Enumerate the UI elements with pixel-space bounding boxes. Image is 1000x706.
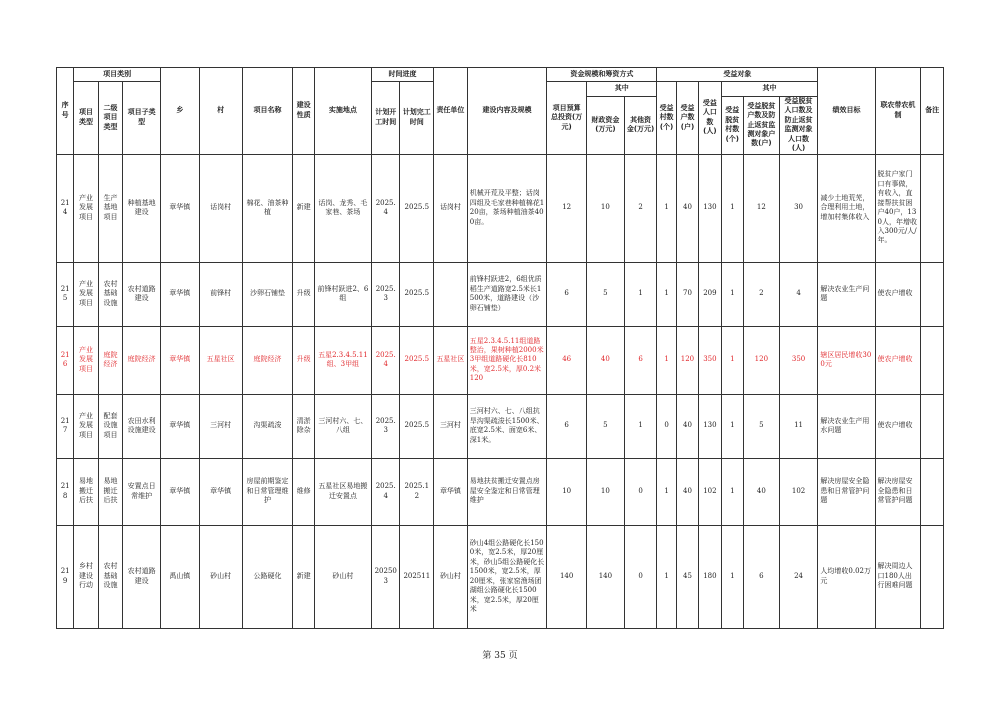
header-village: 村 (199, 68, 242, 155)
cell-nature: 升级 (293, 326, 314, 394)
table-row (57, 326, 944, 394)
header-unit: 责任单位 (434, 68, 468, 155)
cell-second: 庭院经济 (98, 326, 122, 394)
header-link: 联农带农机制 (875, 68, 921, 155)
cell-remark (921, 525, 944, 628)
cell-name: 棉花、油茶种植 (242, 154, 293, 262)
cell-type: 易地搬迁后扶 (74, 458, 98, 525)
header-beneficiary: 受益对象 (657, 68, 818, 82)
cell-nature: 新建 (293, 525, 314, 628)
cell-second: 生产基地项目 (98, 154, 122, 262)
cell-end: 2025.5 (400, 326, 434, 394)
header-sub-type: 项目子类型 (123, 82, 161, 155)
table-row (57, 154, 944, 262)
cell-content: 三河村六、七、八组抗旱沟渠疏浚长1500米、底宽2.5米、面宽6米、深1米。 (467, 394, 547, 458)
table-row (57, 394, 944, 458)
cell-ppp: 24 (779, 525, 818, 628)
header-goal: 绩效目标 (818, 68, 875, 155)
cell-name: 庭院经济 (242, 326, 293, 394)
cell-fiscal: 5 (587, 262, 625, 326)
cell-other: 1 (624, 394, 657, 458)
cell-vil: 1 (657, 154, 676, 262)
cell-link: 解决房屋安全隐患和日常管护问题 (875, 458, 921, 525)
cell-end: 2025.5 (400, 262, 434, 326)
cell-vil: 1 (657, 458, 676, 525)
header-among: 其中 (587, 82, 657, 97)
header-nature: 建设性质 (293, 68, 314, 155)
cell-fiscal: 10 (587, 154, 625, 262)
cell-hh: 40 (676, 458, 698, 525)
header-proj-type: 项目类型 (74, 82, 98, 155)
cell-end: 2025.12 (400, 458, 434, 525)
cell-hh: 120 (676, 326, 698, 394)
cell-pvil: 1 (721, 262, 743, 326)
cell-town: 禹山镇 (160, 525, 199, 628)
cell-fiscal: 40 (587, 326, 625, 394)
cell-content: 砂山4组公路硬化长1500米，宽2.5米，厚20厘米，砂山5组公路硬化长1500米，宽2.5米，厚20厘米，张家窑渔场团湖组公路硬化长1500米，宽2.5米，厚20厘米 (467, 525, 547, 628)
header-proj-cat: 项目类别 (74, 68, 161, 82)
cell-hh: 40 (676, 394, 698, 458)
cell-type: 产业发展项目 (74, 154, 98, 262)
cell-nature: 升级 (293, 262, 314, 326)
cell-pp: 350 (699, 326, 721, 394)
cell-link: 解决周边人口180人出行困难问题 (875, 525, 921, 628)
cell-start: 2025.4 (371, 326, 400, 394)
cell-start: 2025.3 (371, 394, 400, 458)
cell-ppp: 4 (779, 262, 818, 326)
cell-link: 使农户增收 (875, 326, 921, 394)
cell-unit: 话岗村 (434, 154, 468, 262)
cell-village: 章华镇 (199, 458, 242, 525)
cell-nature: 新建 (293, 154, 314, 262)
cell-type: 产业发展项目 (74, 262, 98, 326)
cell-start: 2025.4 (371, 458, 400, 525)
cell-second: 配套设施项目 (98, 394, 122, 458)
cell-hh: 40 (676, 154, 698, 262)
header-ben-villages: 受益村数(个) (657, 82, 676, 155)
cell-unit: 砂山村 (434, 525, 468, 628)
cell-town: 章华镇 (160, 154, 199, 262)
cell-village: 三河村 (199, 394, 242, 458)
cell-start: 2025.3 (371, 262, 400, 326)
cell-village: 五星社区 (199, 326, 242, 394)
cell-other: 0 (624, 458, 657, 525)
cell-seq: 218 (57, 458, 74, 525)
cell-budget: 6 (547, 262, 587, 326)
cell-pp: 102 (699, 458, 721, 525)
cell-budget: 6 (547, 394, 587, 458)
page-number: 第 35 页 (482, 651, 518, 661)
cell-location: 砂山村 (314, 525, 371, 628)
cell-budget: 12 (547, 154, 587, 262)
header-budget: 项目预算总投资(万元) (547, 82, 587, 155)
cell-pp: 130 (699, 154, 721, 262)
cell-hh: 70 (676, 262, 698, 326)
cell-pvil: 1 (721, 525, 743, 628)
header-remark: 备注 (921, 68, 944, 155)
cell-pvil: 1 (721, 394, 743, 458)
cell-location: 话岗、龙秀、毛家巷、茶场 (314, 154, 371, 262)
cell-goal: 人均增收0.02万元 (818, 525, 875, 628)
cell-other: 6 (624, 326, 657, 394)
cell-second: 易地搬迁后扶 (98, 458, 122, 525)
cell-budget: 10 (547, 458, 587, 525)
header-time-progress: 时间进度 (371, 68, 433, 82)
cell-phh: 120 (744, 326, 780, 394)
header-second-type: 二级项目类型 (98, 82, 122, 155)
cell-unit: 三河村 (434, 394, 468, 458)
cell-vil: 1 (657, 262, 676, 326)
cell-pvil: 1 (721, 458, 743, 525)
cell-vil: 1 (657, 525, 676, 628)
cell-remark (921, 326, 944, 394)
cell-seq: 214 (57, 154, 74, 262)
cell-remark (921, 262, 944, 326)
cell-goal: 解决房屋安全隐患和日常管护问题 (818, 458, 875, 525)
cell-pp: 130 (699, 394, 721, 458)
table-row (57, 458, 944, 525)
cell-fiscal: 5 (587, 394, 625, 458)
cell-ppp: 30 (779, 154, 818, 262)
cell-other: 0 (624, 525, 657, 628)
header-start: 计划开工时间 (371, 82, 400, 155)
cell-goal: 减少土地荒芜，合理利用土地，增加村集体收入 (818, 154, 875, 262)
cell-sub: 农村道路建设 (123, 525, 161, 628)
cell-village: 话岗村 (199, 154, 242, 262)
cell-ppp: 102 (779, 458, 818, 525)
cell-content: 易地扶贫搬迁安置点房屋安全鉴定和日常管理维护 (467, 458, 547, 525)
cell-seq: 219 (57, 525, 74, 628)
header-location: 实施地点 (314, 68, 371, 155)
cell-unit (434, 262, 468, 326)
cell-town: 章华镇 (160, 326, 199, 394)
cell-pvil: 1 (721, 154, 743, 262)
cell-location: 五星2.3.4.5.11组、3甲组 (314, 326, 371, 394)
cell-end: 2025.5 (400, 394, 434, 458)
cell-location: 五星社区易地搬迁安置点 (314, 458, 371, 525)
cell-name: 沙卵石铺垫 (242, 262, 293, 326)
cell-second: 农村基础设施 (98, 525, 122, 628)
table-row (57, 262, 944, 326)
cell-start: 2025.4 (371, 154, 400, 262)
cell-other: 1 (624, 262, 657, 326)
cell-village: 砂山村 (199, 525, 242, 628)
cell-location: 三河村六、七、八组 (314, 394, 371, 458)
cell-vil: 0 (657, 394, 676, 458)
cell-other: 2 (624, 154, 657, 262)
cell-unit: 章华镇 (434, 458, 468, 525)
header-poor-people: 受益脱贫人口数及防止返贫监测对象人口数(人) (779, 97, 818, 155)
header-poor-villages: 受益脱贫村数(个) (721, 97, 743, 155)
cell-town: 章华镇 (160, 262, 199, 326)
cell-seq: 215 (57, 262, 74, 326)
header-name: 项目名称 (242, 68, 293, 155)
cell-vil: 1 (657, 326, 676, 394)
cell-sub: 安置点日常维护 (123, 458, 161, 525)
cell-town: 章华镇 (160, 394, 199, 458)
cell-name: 沟渠疏浚 (242, 394, 293, 458)
cell-seq: 217 (57, 394, 74, 458)
cell-village: 前锋村 (199, 262, 242, 326)
header-other: 其他资金(万元) (624, 97, 657, 155)
cell-fiscal: 10 (587, 458, 625, 525)
cell-fiscal: 140 (587, 525, 625, 628)
cell-ppp: 350 (779, 326, 818, 394)
cell-content: 机械开荒及平整；话岗四组及毛家巷种植棉花120亩，茶场种植油茶400亩。 (467, 154, 547, 262)
header-end: 计划完工时间 (400, 82, 434, 155)
cell-goal: 辖区居民增收300元 (818, 326, 875, 394)
project-table (56, 67, 944, 629)
cell-nature: 维修 (293, 458, 314, 525)
cell-link: 脱贫户家门口有事做，有收入，直接帮扶贫困户40户，130人，年增收入300元/人/年。 (875, 154, 921, 262)
cell-sub: 庭院经济 (123, 326, 161, 394)
cell-type: 乡村建设行动 (74, 525, 98, 628)
cell-town: 章华镇 (160, 458, 199, 525)
cell-link: 使农户增收 (875, 394, 921, 458)
cell-content: 前锋村跃进2，6组优质稻生产道路宽2.5米长1500米，道路建设（沙卵石铺垫） (467, 262, 547, 326)
header-ben-people: 受益人口数(人) (699, 82, 721, 155)
cell-budget: 46 (547, 326, 587, 394)
cell-seq: 216 (57, 326, 74, 394)
cell-nature: 清淤除杂 (293, 394, 314, 458)
header-poor-households: 受益脱贫户数及防止返贫监测对象户数(户) (744, 97, 780, 155)
cell-pp: 180 (699, 525, 721, 628)
cell-remark (921, 458, 944, 525)
cell-link: 使农户增收 (875, 262, 921, 326)
cell-ppp: 11 (779, 394, 818, 458)
header-fiscal: 财政资金(万元) (587, 97, 625, 155)
header-town: 乡 (160, 68, 199, 155)
cell-phh: 40 (744, 458, 780, 525)
cell-end: 2025.5 (400, 154, 434, 262)
header-ben-households: 受益户数(户) (676, 82, 698, 155)
cell-type: 产业发展项目 (74, 394, 98, 458)
cell-sub: 农村道路建设 (123, 262, 161, 326)
header-content: 建设内容及规模 (467, 68, 547, 155)
cell-goal: 解决农业生产问题 (818, 262, 875, 326)
cell-goal: 解决农业生产用水问题 (818, 394, 875, 458)
cell-phh: 6 (744, 525, 780, 628)
cell-type: 产业发展项目 (74, 326, 98, 394)
header-seq: 序号 (57, 68, 74, 155)
cell-name: 房屋前期鉴定和日常管理维护 (242, 458, 293, 525)
cell-remark (921, 394, 944, 458)
cell-phh: 5 (744, 394, 780, 458)
cell-end: 202511 (400, 525, 434, 628)
cell-phh: 12 (744, 154, 780, 262)
header-funding: 资金规模和筹资方式 (547, 68, 657, 82)
cell-hh: 45 (676, 525, 698, 628)
header-among2: 其中 (721, 82, 818, 97)
cell-content: 五星2.3.4.5.11组道路整治，果树种植2000米3甲组道路硬化长810米，宽2.5米，厚0.2米120 (467, 326, 547, 394)
cell-budget: 140 (547, 525, 587, 628)
cell-second: 农村基础设施 (98, 262, 122, 326)
cell-name: 公路硬化 (242, 525, 293, 628)
cell-sub: 农田水利设施建设 (123, 394, 161, 458)
cell-location: 前锋村跃进2、6组 (314, 262, 371, 326)
cell-pp: 209 (699, 262, 721, 326)
cell-remark (921, 154, 944, 262)
cell-pvil: 1 (721, 326, 743, 394)
cell-unit: 五星社区 (434, 326, 468, 394)
cell-start: 202503 (371, 525, 400, 628)
table-row (57, 525, 944, 628)
cell-sub: 种植基地建设 (123, 154, 161, 262)
cell-phh: 2 (744, 262, 780, 326)
